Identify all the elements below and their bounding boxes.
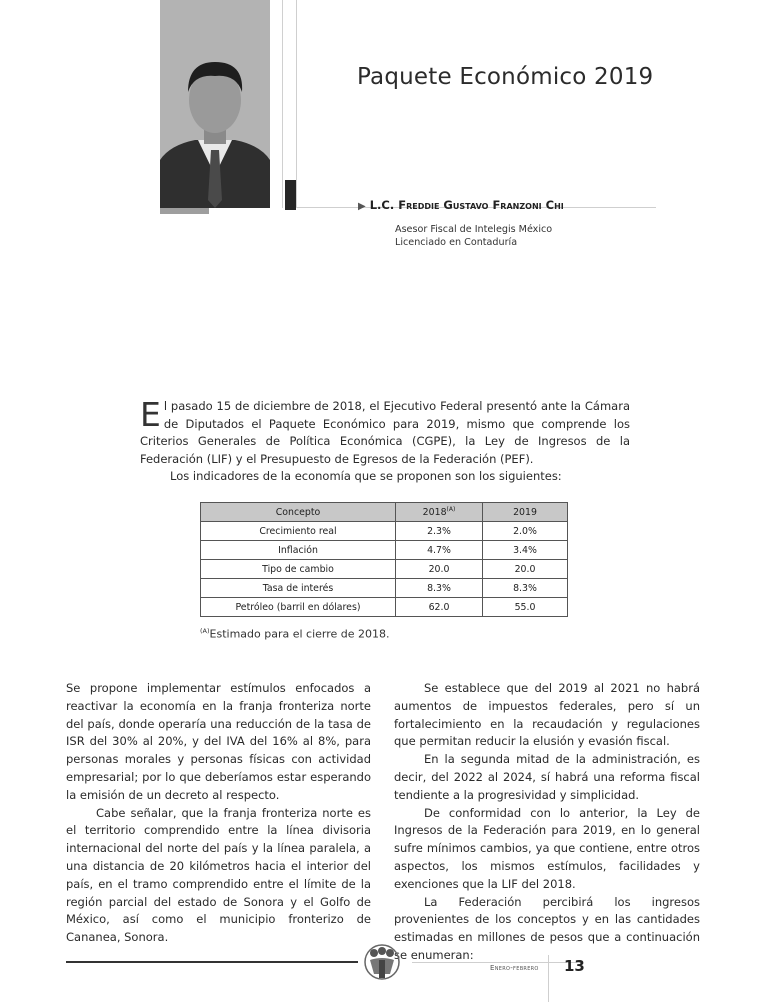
intro-paragraph-text: l pasado 15 de diciembre de 2018, el Ejecutivo Federal presentó ante la Cámara de Diputados el Paquete Económico para 2019, mismo que comprende los Criterios Generales de Política Económica (CGPE), la Ley de Ingresos de la Federación (LIF) y el Presupuesto de Egresos de la Federación (PEF). — [140, 399, 630, 466]
table-cell: 8.3% — [483, 579, 568, 598]
publisher-logo-icon — [360, 942, 404, 982]
table-row — [201, 541, 568, 560]
table-header-cell: 2019 — [483, 503, 568, 522]
table-row — [201, 579, 568, 598]
page-number: 13 — [564, 957, 585, 975]
author-role-line: Licenciado en Contaduría — [395, 237, 518, 248]
table-cell: 2.0% — [483, 522, 568, 541]
header-frame — [296, 0, 656, 208]
table-cell: Petróleo (barril en dólares) — [201, 598, 396, 617]
author-photo — [160, 0, 270, 208]
footer-divider — [548, 955, 549, 1002]
dropcap: E — [140, 395, 161, 434]
author-role — [395, 223, 552, 249]
table-row — [201, 598, 568, 617]
table-footnote — [200, 627, 390, 641]
table-header-text: 2018 — [422, 507, 447, 519]
right-column — [394, 680, 700, 965]
intro-text — [140, 395, 630, 486]
table-cell: Tipo de cambio — [201, 560, 396, 579]
triangle-right-icon: ▶ — [358, 201, 366, 212]
table-header-sup: (A) — [446, 505, 456, 513]
body-paragraph: Se propone implementar estímulos enfocados a reactivar la economía en la franja fronteriza norte del país, donde operaría una reducción de la tasa de ISR del 30% al 20%, y del IVA del 16% al 8%, para personas morales y personas físicas con actividad empresarial; por lo que deberíamos estar esperando la emisión de un decreto al respecto. — [66, 681, 371, 802]
table-cell: 4.7% — [396, 541, 483, 560]
table-cell: Crecimiento real — [201, 522, 396, 541]
decorative-line — [282, 0, 283, 208]
footnote-text: Estimado para el cierre de 2018. — [209, 627, 390, 641]
table-cell: 2.3% — [396, 522, 483, 541]
indicators-table — [200, 502, 568, 617]
table-cell: 8.3% — [396, 579, 483, 598]
footer-rule — [66, 961, 358, 963]
author-name — [358, 198, 564, 212]
intro-paragraph — [140, 395, 630, 468]
footnote-mark: (A) — [200, 627, 210, 635]
body-paragraph: De conformidad con lo anterior, la Ley de Ingresos de la Federación para 2019, en lo general sufre mínimos cambios, ya que contiene, entre otros aspectos, los mismos estímulos, facilidades y exenciones que la LIF del 2018. — [394, 805, 700, 891]
article-title: Paquete Económico 2019 — [357, 64, 654, 90]
table-cell: 62.0 — [396, 598, 483, 617]
footer-thin-rule — [412, 962, 582, 963]
author-role-line: Asesor Fiscal de Intelegis México — [395, 224, 553, 235]
table-cell: 3.4% — [483, 541, 568, 560]
decorative-dark-strip — [285, 180, 296, 210]
table-cell: 20.0 — [396, 560, 483, 579]
table-cell: 20.0 — [483, 560, 568, 579]
body-paragraph: En la segunda mitad de la administración, es decir, del 2022 al 2024, sí habrá una reforma fiscal tendiente a la progresividad y simplicidad. — [394, 752, 700, 802]
photo-accent-bar — [160, 208, 209, 214]
issue-label: Enero-febrero — [490, 964, 539, 972]
table-header-cell — [396, 503, 483, 522]
table-cell: 55.0 — [483, 598, 568, 617]
table-header-row — [201, 503, 568, 522]
table-row — [201, 560, 568, 579]
body-paragraph: Cabe señalar, que la franja fronteriza norte es el territorio comprendido entre la línea divisoria internacional del norte del país y la línea paralela, a una distancia de 20 kilómetros hacia el interior del país, en el tramo comprendido entre el límite de la región parcial del estado de Sonora y el Golfo de México, así como el municipio fronterizo de Cananea, Sonora. — [66, 805, 371, 945]
body-paragraph: La Federación percibirá los ingresos provenientes de los conceptos y en las cantidades estimadas en millones de pesos que a continuación se enumeran: — [394, 894, 700, 962]
table-cell: Inflación — [201, 541, 396, 560]
left-column — [66, 680, 371, 947]
table-row — [201, 522, 568, 541]
author-portrait-illustration — [160, 0, 270, 208]
table-cell: Tasa de interés — [201, 579, 396, 598]
table-header-cell: Concepto — [201, 503, 396, 522]
body-paragraph: Se establece que del 2019 al 2021 no habrá aumentos de impuestos federales, pero sí un fortalecimiento en la recaudación y regulaciones que permitan reducir la elusión y evasión fiscal. — [394, 681, 700, 749]
intro-paragraph: Los indicadores de la economía que se proponen son los siguientes: — [170, 469, 562, 483]
author-name-text: L.C. Freddie Gustavo Franzoni Chi — [369, 198, 564, 212]
